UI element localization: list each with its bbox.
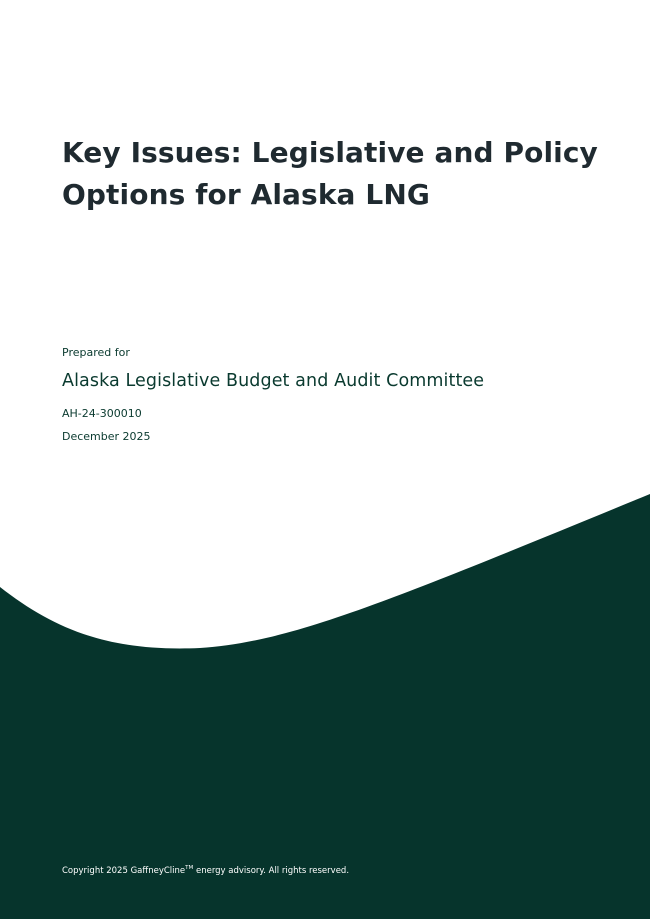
copyright-notice [62, 865, 349, 876]
dark-green-wave-shape [0, 494, 650, 919]
report-title-line-1: Key Issues: Legislative and Policy [62, 136, 598, 169]
trademark-symbol: TM [185, 865, 194, 871]
client-name: Alaska Legislative Budget and Audit Committee [62, 371, 485, 391]
prepared-for-label: Prepared for [62, 346, 130, 359]
copyright-suffix: energy advisory. All rights reserved. [193, 865, 350, 876]
report-date: December 2025 [62, 430, 151, 443]
report-reference-number: AH-24-300010 [62, 407, 142, 420]
copyright-prefix: Copyright 2025 GaffneyCline [62, 865, 186, 876]
report-title-line-2: Options for Alaska LNG [62, 178, 430, 211]
report-title [62, 132, 602, 216]
